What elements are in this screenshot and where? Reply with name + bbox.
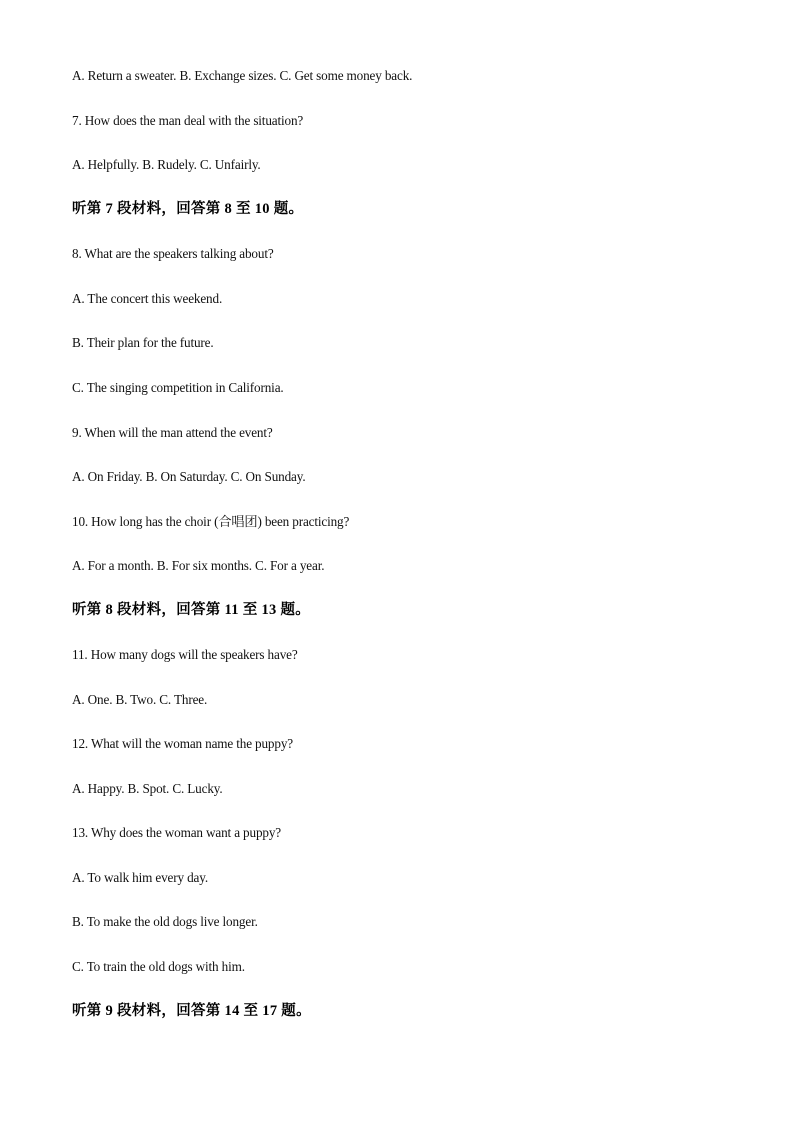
option-13c: C. To train the old dogs with him. (72, 959, 245, 974)
question-9: 9. When will the man attend the event? (72, 425, 273, 440)
options-q12: A. Happy. B. Spot. C. Lucky. (72, 781, 223, 796)
question-12: 12. What will the woman name the puppy? (72, 736, 293, 751)
option-13a: A. To walk him every day. (72, 870, 208, 885)
option-8c: C. The singing competition in California. (72, 380, 284, 395)
question-8: 8. What are the speakers talking about? (72, 246, 274, 261)
option-8b: B. Their plan for the future. (72, 335, 214, 350)
options-q11: A. One. B. Two. C. Three. (72, 692, 208, 707)
section-heading-passage-8: 听第 8 段材料，回答第 11 至 13 题。 (72, 602, 311, 618)
option-line-q6: A. Return a sweater. B. Exchange sizes. C. Get some money back. (72, 68, 413, 83)
options-q7: A. Helpfully. B. Rudely. C. Unfairly. (72, 157, 261, 172)
section-heading-passage-9: 听第 9 段材料，回答第 14 至 17 题。 (72, 1003, 311, 1019)
question-10: 10. How long has the choir (合唱团) been practicing? (72, 514, 350, 529)
section-heading-passage-7: 听第 7 段材料，回答第 8 至 10 题。 (72, 201, 304, 217)
option-8a: A. The concert this weekend. (72, 291, 223, 306)
question-11: 11. How many dogs will the speakers have? (72, 647, 298, 662)
option-13b: B. To make the old dogs live longer. (72, 914, 258, 929)
question-13: 13. Why does the woman want a puppy? (72, 825, 281, 840)
options-q10: A. For a month. B. For six months. C. For a year. (72, 558, 325, 573)
options-q9: A. On Friday. B. On Saturday. C. On Sunday. (72, 469, 306, 484)
question-7: 7. How does the man deal with the situation? (72, 113, 304, 128)
